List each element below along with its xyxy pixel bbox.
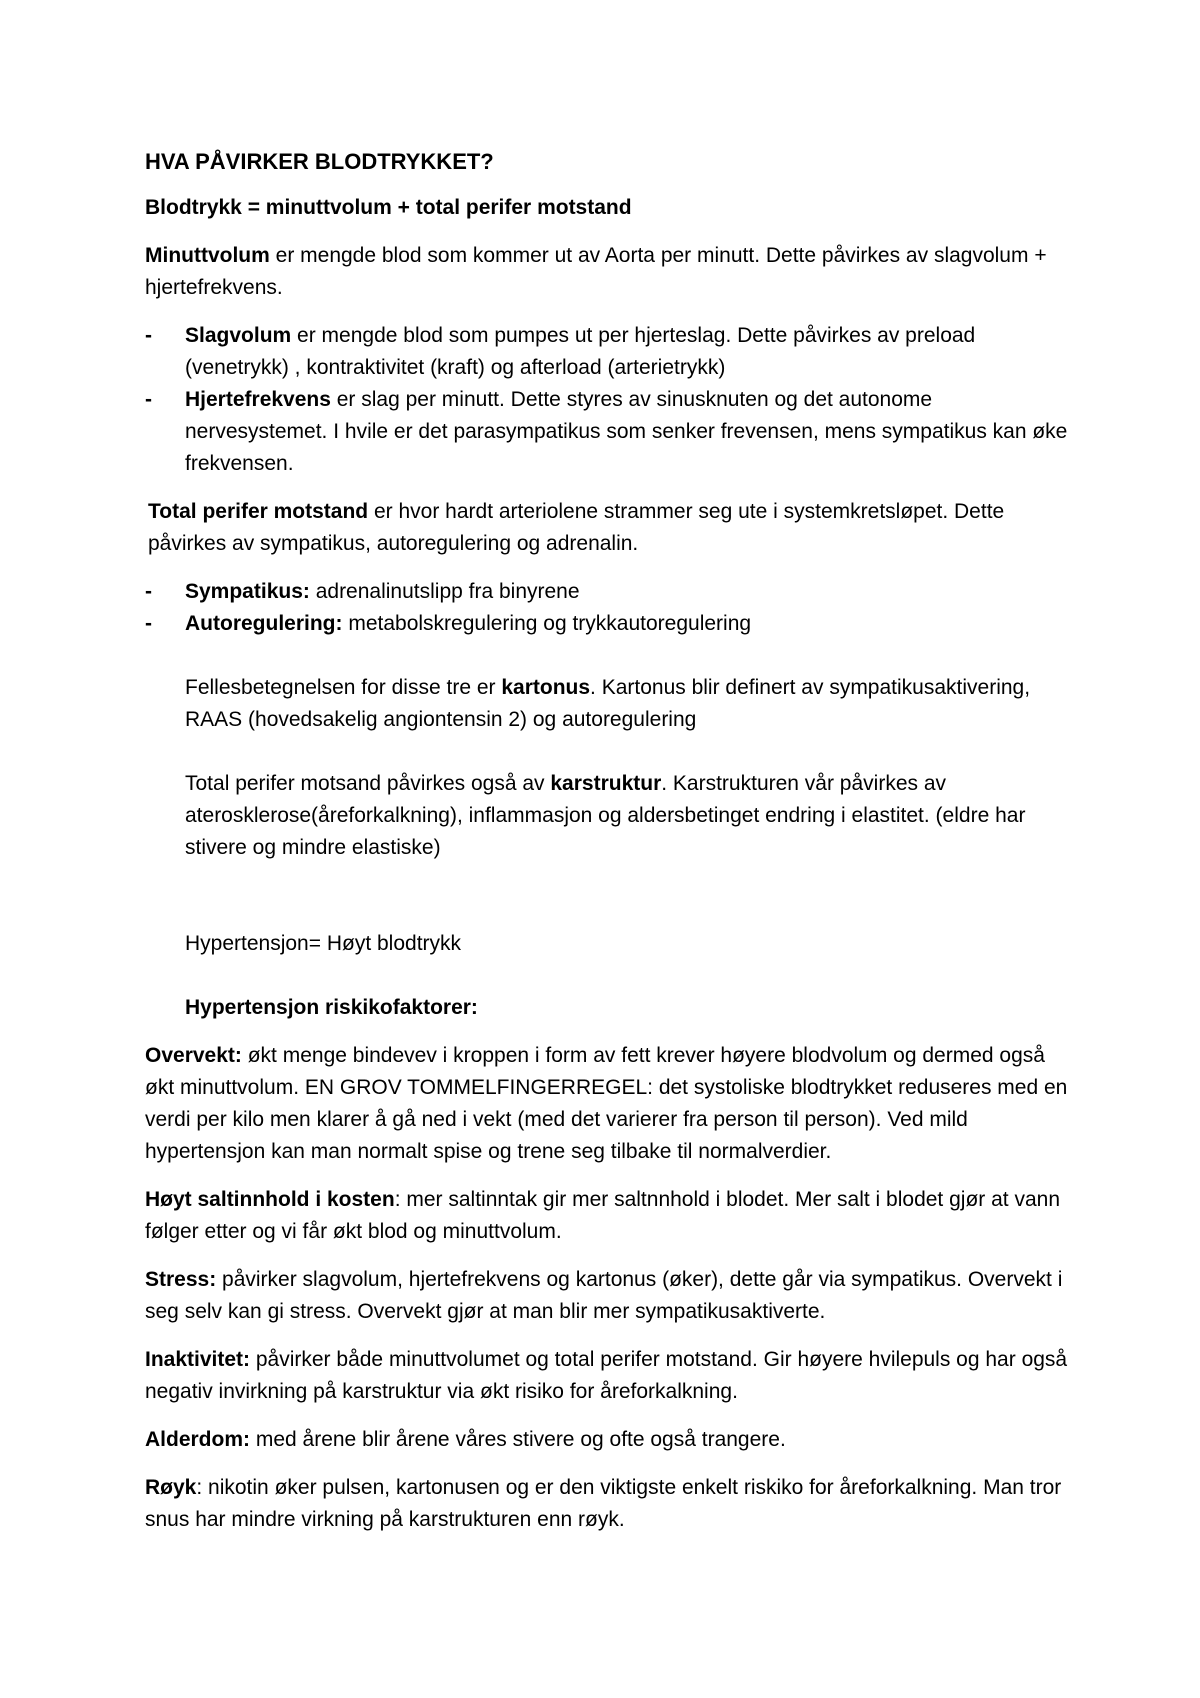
risk-text: : nikotin øker pulsen, kartonusen og er den viktigste enkelt riskiko for åreforkalkning. Man tror snus har mindre virkning på karstrukturen enn røyk. <box>145 1476 1062 1531</box>
term-autoregulering: Autoregulering: <box>185 612 343 635</box>
paragraph-total-perifer-motstand <box>148 496 1075 560</box>
risk-term: Alderdom: <box>145 1428 250 1451</box>
risk-term: Stress: <box>145 1268 217 1291</box>
hypertensjon-definition: Hypertensjon= Høyt blodtrykk <box>185 932 462 955</box>
formula-line: Blodtrykk = minuttvolum + total perifer motstand <box>145 196 632 219</box>
term-minuttvolum: Minuttvolum <box>145 244 270 267</box>
paragraph-kartonus <box>145 672 1075 736</box>
risk-factor-alderdom <box>145 1424 1075 1456</box>
risk-text: økt menge bindevev i kroppen i form av fett krever høyere blodvolum og dermed også økt minuttvolum. EN GROV TOMMELFINGERREGEL: det systoliske blodtrykket reduseres med en verdi per kilo men klarer å gå ned i vekt (med det varierer fra person til person). Ved mild hypertensjon kan man normalt spise og trene seg tilbake til normalverdier. <box>145 1044 1068 1163</box>
term-slagvolum: Slagvolum <box>185 324 292 347</box>
risk-text: : mer saltinntak gir mer saltnnhold i blodet. Mer salt i blodet gjør at vann følger etter og vi får økt blod og minuttvolum. <box>145 1188 1060 1243</box>
list-item <box>145 608 1075 640</box>
karstruktur-post: . Karstrukturen vår påvirkes av aterosklerose(åreforkalkning), inflammasjon og aldersbetinget endring i elastitet. (eldre har stivere og mindre elastiske) <box>185 772 1026 859</box>
risk-factor-overvekt <box>145 1040 1075 1168</box>
list-item <box>145 320 1075 384</box>
term-karstruktur: karstruktur <box>550 772 662 795</box>
motstand-text: er hvor hardt arteriolene strammer seg ute i systemkretsløpet. Dette påvirkes av sympatikus, autoregulering og adrenalin. <box>148 500 1005 555</box>
bullet-dash: - <box>145 580 152 603</box>
risk-term: Røyk <box>145 1476 197 1499</box>
risk-factor-inaktivitet <box>145 1344 1075 1408</box>
risk-factor-stress <box>145 1264 1075 1328</box>
kartonus-post: . Kartonus blir definert av sympatikusaktivering, RAAS (hovedsakelig angiontensin 2) og autoregulering <box>185 676 1031 731</box>
risk-text: påvirker slagvolum, hjertefrekvens og kartonus (øker), dette går via sympatikus. Overvekt i seg selv kan gi stress. Overvekt gjør at man blir mer sympatikusaktiverte. <box>145 1268 1063 1323</box>
karstruktur-pre: Total perifer motsand påvirkes også av <box>185 772 551 795</box>
minuttvolum-bullet-list <box>145 320 1075 480</box>
paragraph-karstruktur <box>145 768 1075 864</box>
term-sympatikus: Sympatikus: <box>185 580 310 603</box>
list-item-text: er slag per minutt. Dette styres av sinusknuten og det autonome nervesystemet. I hvile er det parasympatikus som senker frevensen, mens sympatikus kan øke frekvensen. <box>185 388 1068 475</box>
risk-term: Overvekt: <box>145 1044 242 1067</box>
list-item <box>145 384 1075 480</box>
list-item <box>145 576 1075 608</box>
motstand-bullet-list <box>145 576 1075 640</box>
risk-term: Høyt saltinnhold i kosten <box>145 1188 395 1211</box>
risk-factors-heading: Hypertensjon riskikofaktorer: <box>185 996 478 1019</box>
risk-factor-royk <box>145 1472 1075 1536</box>
paragraph-minuttvolum <box>145 240 1075 304</box>
term-total-perifer-motstand: Total perifer motstand <box>148 500 369 523</box>
risk-text: påvirker både minuttvolumet og total perifer motstand. Gir høyere hvilepuls og har også negativ invirkning på karstruktur via økt risiko for åreforkalkning. <box>145 1348 1068 1403</box>
list-item-text: adrenalinutslipp fra binyrene <box>309 580 580 603</box>
bullet-dash: - <box>145 388 152 411</box>
list-item-text: metabolskregulering og trykkautoregulering <box>342 612 752 635</box>
bullet-dash: - <box>145 612 152 635</box>
document-page <box>145 146 1075 1552</box>
document-title: HVA PÅVIRKER BLODTRYKKET? <box>145 149 494 174</box>
list-item-text: er mengde blod som pumpes ut per hjerteslag. Dette påvirkes av preload (venetrykk) , kontraktivitet (kraft) og afterload (arterietrykk) <box>185 324 976 379</box>
term-hjertefrekvens: Hjertefrekvens <box>185 388 331 411</box>
bullet-dash: - <box>145 324 152 347</box>
risk-factor-saltinnhold <box>145 1184 1075 1248</box>
minuttvolum-text: er mengde blod som kommer ut av Aorta per minutt. Dette påvirkes av slagvolum + hjertefrekvens. <box>145 244 1047 299</box>
risk-term: Inaktivitet: <box>145 1348 251 1371</box>
risk-text: med årene blir årene våres stivere og ofte også trangere. <box>250 1428 786 1451</box>
term-kartonus: kartonus <box>501 676 591 699</box>
kartonus-pre: Fellesbetegnelsen for disse tre er <box>185 676 502 699</box>
